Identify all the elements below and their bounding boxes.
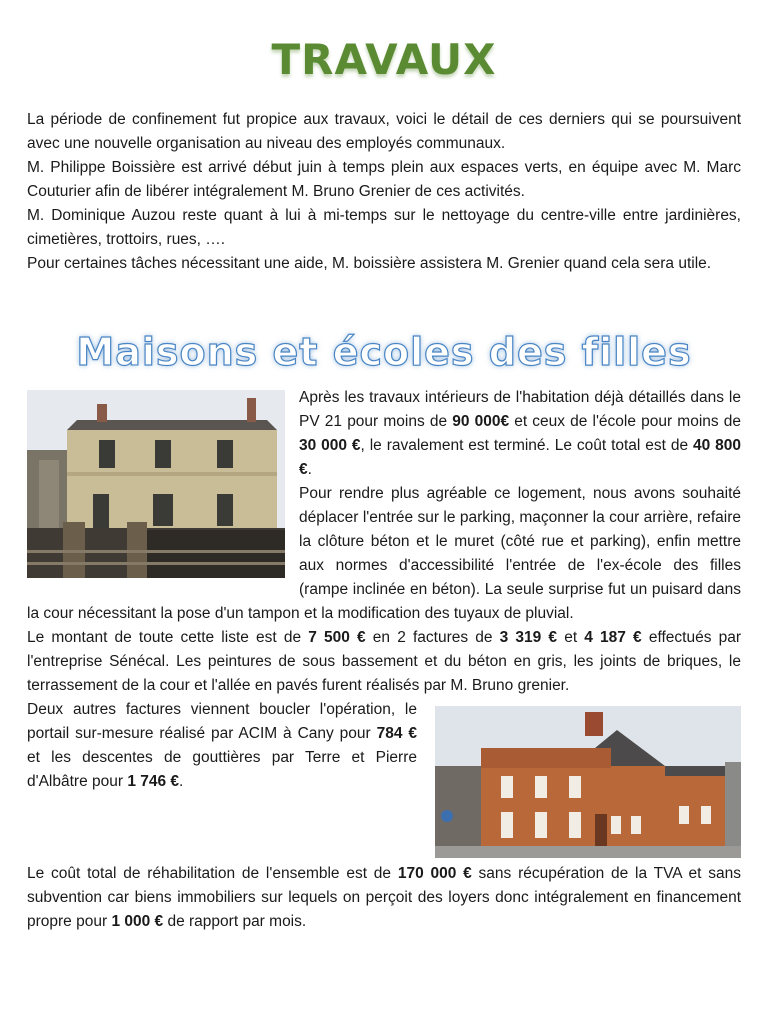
house-photo-stone <box>27 390 285 578</box>
maisons-paragraph-2: Pour rendre plus agréable ce logement, nous avons souhaité déplacer l'entrée sur le parking, maçonner la cour arrière, refaire la clôture béton et le muret (côté rue et parking), enfin mettre aux normes d'accessibilité l'entrée de l'ex-école des filles (rampe inclinée en béton). La seule surprise fut un puisard dans la cour nécessitant la pose d'un tampon et la modification des tuyaux de pluvial. <box>27 485 741 622</box>
travaux-title: TRAVAUX <box>271 35 497 84</box>
maisons-paragraph-5: Le coût total de réhabilitation de l'ensemble est de 170 000 € sans récupération de la TVA et sans subvention car biens immobiliers sur lequels on perçoit des loyers donc intégralement en financement propre pour 1 000 € de rapport par mois. <box>27 865 741 930</box>
maisons-title: Maisons et écoles des filles <box>76 330 692 374</box>
maisons-paragraph-3: Le montant de toute cette liste est de 7 500 € en 2 factures de 3 319 € et 4 187 € effectués par l'entreprise Sénécal. Les peintures de sous bassement et du béton en gris, les joints de briques, le terrassement de la cour et l'allée en pavés furent réalisés par M. Bruno grenier. <box>27 629 742 694</box>
maisons-paragraph-1: Après les travaux intérieurs de l'habitation déjà détaillés dans le PV 21 pour moins de 90 000€ et ceux de l'école pour moins de 30 000 €, le ravalement est terminé. Le coût total est de 40 800 €. <box>299 389 742 478</box>
maisons-section <box>27 386 741 934</box>
school-photo-brick <box>435 706 741 858</box>
newsletter-page <box>27 0 741 934</box>
maisons-paragraph-4: Deux autres factures viennent boucler l'opération, le portail sur-mesure réalisé par ACIM à Cany pour 784 € et les descentes de gouttières par Terre et Pierre d'Albâtre pour 1 746 €. <box>27 701 417 790</box>
travaux-paragraph: La période de confinement fut propice aux travaux, voici le détail de ces derniers qui se poursuivent avec une nouvelle organisation au niveau des employés communaux. <box>27 111 741 152</box>
travaux-paragraph: Pour certaines tâches nécessitant une aide, M. boissière assistera M. Grenier quand cela sera utile. <box>27 255 712 272</box>
travaux-paragraph: M. Philippe Boissière est arrivé début juin à temps plein aux espaces verts, en équipe avec M. Marc Couturier afin de libérer intégralement M. Bruno Grenier de ces activités. <box>27 159 741 200</box>
travaux-section <box>27 108 741 276</box>
travaux-paragraph: M. Dominique Auzou reste quant à lui à mi-temps sur le nettoyage du centre-ville entre jardinières, cimetières, trottoirs, rues, …. <box>27 207 741 248</box>
